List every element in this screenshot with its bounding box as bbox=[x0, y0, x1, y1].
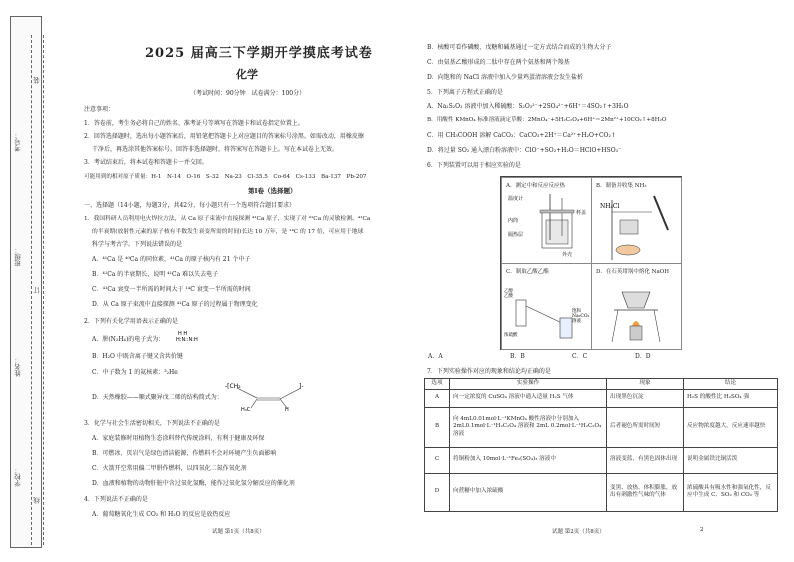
note-3: 3．考试结束后，将本试卷和答题卡一并交回。 bbox=[84, 159, 208, 166]
row-b-option: B bbox=[425, 407, 450, 447]
row-d-option: D bbox=[425, 473, 450, 511]
q6-option-d: D．D bbox=[635, 353, 651, 360]
row-a-option: A bbox=[425, 389, 450, 407]
q2-option-a: A．肼(N₂H₄)的电子式为： bbox=[92, 336, 165, 343]
apparatus-c-caption: C．制取乙酸乙酯 bbox=[506, 269, 549, 275]
strip-char-ding: 订 bbox=[33, 287, 41, 294]
q6-option-a: A．A bbox=[428, 353, 443, 360]
label-nh4cl: NH₄Cl bbox=[600, 203, 620, 210]
row-b-phenomenon: 后者褪色所需时间短 bbox=[607, 407, 684, 447]
atomic-masses: 可能用到的相对原子质量：H-1 N-14 O-16 S-32 Na-23 Cl-35.5 Co-64 Cs-133 Ba-137 Pb-207 bbox=[84, 174, 367, 180]
label-insulation: 隔热层 bbox=[508, 232, 524, 238]
q3-option-d: D．血液和植物的动物肝脏中含过氧化氢酶，能作过氧化氢分解反应的催化剂 bbox=[92, 480, 295, 487]
ester-setup-drawing bbox=[502, 276, 591, 348]
q4-option-b: B．核酸可看作磷酸、戊糖和碱基通过一定方式结合而成的生物大分子 bbox=[427, 44, 612, 51]
q6-option-b: B．B bbox=[510, 353, 525, 360]
ammonia-setup-drawing bbox=[592, 190, 681, 262]
apparatus-d bbox=[591, 263, 682, 350]
label-outer-shell: 外壳 bbox=[562, 252, 573, 258]
row-a-conclusion: H₂S 的酸性比 H₂SO₄ 强 bbox=[684, 389, 778, 407]
svg-text:H: H bbox=[285, 407, 289, 412]
header-phenomenon: 现象 bbox=[607, 379, 684, 390]
label-ethanol: 乙醇 bbox=[504, 289, 513, 294]
row-d-conclusion: 浓硫酸具有吸水性和强氧化性，反应中生成 C、SO₂ 和 CO₂ 等 bbox=[684, 473, 778, 511]
apparatus-b-caption: B．制备并收集 NH₃ bbox=[596, 183, 647, 189]
q1-option-b: B．⁴¹Ca 的半衰期长，说明 ⁴¹Ca 难以失去电子 bbox=[92, 271, 219, 278]
row-d-operation: 向蔗糖中加入浓硫酸 bbox=[450, 473, 607, 511]
row-c-phenomenon: 溶液变蓝，有黑色固体出现 bbox=[607, 447, 684, 473]
row-a-operation: 向一定浓度的 CuSO₄ 溶液中通入适量 H₂S 气体 bbox=[450, 389, 607, 407]
apparatus-b bbox=[591, 177, 682, 264]
header-option: 选项 bbox=[425, 379, 450, 390]
svg-text:H H: H H bbox=[178, 331, 188, 337]
section-intro: 一、选择题（14小题，每题3分，共42分，每小题只有一个选项符合题目要求） bbox=[84, 202, 296, 209]
strip-char-zhuang: 装 bbox=[33, 77, 41, 84]
experiment-table bbox=[424, 378, 778, 512]
apparatus-figure bbox=[500, 176, 682, 350]
q4-stem: 4．下列说法不正确的是 bbox=[84, 496, 148, 503]
crucible-drawing bbox=[592, 276, 681, 348]
calorimeter-drawing bbox=[502, 190, 591, 262]
table-row bbox=[425, 407, 778, 447]
apparatus-a-caption: A．测定中和反应反应热 bbox=[506, 183, 565, 189]
q4-option-c: C．由氨基乙酸形成的二肽中存在两个氨基和两个羧基 bbox=[427, 59, 570, 66]
row-c-option: C bbox=[425, 447, 450, 473]
hydrazine-electron-formula bbox=[176, 328, 206, 346]
table-header-row bbox=[425, 379, 778, 390]
isoprene-structure bbox=[225, 378, 320, 412]
strip-char-xian: 线 bbox=[33, 497, 41, 504]
q4-option-d: D．向饱和的 NaCl 溶液中加入少量鸡蛋清溶液会发生盐析 bbox=[427, 74, 583, 81]
svg-text:H:N::N:H: H:N::N:H bbox=[176, 337, 198, 343]
label-sulfuric-acid: 浓硫酸 bbox=[504, 333, 518, 338]
q3-option-b: B．可燃冰、页岩气是绿色清洁能源，作燃料不会对环境产生负面影响 bbox=[92, 450, 277, 457]
q5-option-a: A．Na₂S₂O₃ 溶液中加入稀硫酸：S₂O₃²⁻+2SO₄²⁻+6H⁺＝4SO₂↑+3H₂O bbox=[427, 103, 629, 110]
footer-right-mark: 2 bbox=[700, 527, 704, 533]
apparatus-c bbox=[501, 263, 592, 350]
label-thermometer: 温度计 bbox=[508, 196, 524, 202]
row-d-phenomenon: 变黑、放热、体积膨胀，放出有刺激性气味的气体 bbox=[607, 473, 684, 511]
row-c-operation: 将铜粉加入 10mol·L⁻¹Fe₂(SO₄)₃ 溶液中 bbox=[450, 447, 607, 473]
table-row bbox=[425, 447, 778, 473]
section-title: 第Ⅰ卷（选择题） bbox=[248, 187, 297, 195]
header-conclusion: 结论 bbox=[684, 379, 778, 390]
label-inner-cup: 内筒 bbox=[508, 218, 519, 224]
table-row bbox=[425, 473, 778, 511]
note-2: 2．回答选择题时，选出每小题答案后，用铅笔把答题卡上对应题目的答案标号涂黑。如需改动，用橡皮擦 bbox=[84, 133, 364, 140]
school-label: 学校： bbox=[14, 467, 22, 487]
subject-title: 化学 bbox=[236, 68, 258, 81]
table-row bbox=[425, 389, 778, 407]
row-b-conclusion: 反应物浓度越大，反应速率越快 bbox=[684, 407, 778, 447]
apparatus-a bbox=[501, 177, 592, 264]
note-2-cont: 干净后，再选涂其他答案标号。回答非选择题时，将答案写在答题卡上。写在本试卷上无效。 bbox=[92, 146, 339, 153]
class-label: 班级： bbox=[14, 247, 22, 267]
q5-stem: 5．下列离子方程式正确的是 bbox=[427, 89, 503, 96]
q6-option-c: C．C bbox=[572, 353, 588, 360]
row-a-phenomenon: 出现黑色沉淀 bbox=[607, 389, 684, 407]
q3-stem: 3．化学与社会生活密切相关，下列说法不正确的是 bbox=[84, 420, 220, 427]
name-label: 姓名： bbox=[14, 357, 22, 377]
exam-title: 2025 届高三下学期开学摸底考试卷 bbox=[145, 46, 373, 61]
q2-option-c: C．中子数为 1 的氦核素：³₂He bbox=[92, 369, 178, 376]
q2-option-d: D．天然橡胶——顺式聚异戊二烯的结构简式为： bbox=[92, 394, 223, 401]
q1-option-c: C．⁴¹Ca 衰变一半所需的时间大于 ¹⁴C 衰变一半所需的时间 bbox=[92, 286, 251, 293]
header-operation: 实验操作 bbox=[450, 379, 607, 390]
q1-line-1: 1．我国科研人员利用电火焊拉方法，从 Ca 原子束流中直接探测 ⁴¹Ca 原子，实现了对 ⁴¹Ca 的灵敏检测。⁴¹Ca bbox=[84, 216, 371, 222]
exam-meta: （考试时间：90分钟 试卷满分：100分） bbox=[190, 90, 306, 97]
apparatus-d-caption: D．在石英坩埚中熔化 NaOH bbox=[596, 269, 670, 275]
row-c-conclusion: 说明金属铁比铜活泼 bbox=[684, 447, 778, 473]
q3-option-a: A．家庭装修时用植物生态涂料替代传统涂料，有利于健康及环保 bbox=[92, 435, 265, 442]
note-1: 1．答卷前，考生务必将自己的姓名、准考证号等填写在答题卡和试卷指定位置上。 bbox=[84, 120, 304, 127]
exam-number-label: 考号： bbox=[14, 132, 22, 152]
svg-text:]-: ]- bbox=[299, 383, 304, 390]
svg-text:H₃C: H₃C bbox=[241, 407, 251, 412]
footer-left: 试题 第1页（共8页） bbox=[212, 529, 265, 535]
q5-option-d: D．将过量 SO₂ 通入漂白粉溶液中：ClO⁻+SO₂+H₂O＝HClO+HSO₃⁻ bbox=[427, 147, 622, 154]
svg-text:-[CH₂: -[CH₂ bbox=[225, 383, 241, 390]
q7-stem: 7．下列实验操作对应的现象和结论均正确的是 bbox=[427, 368, 551, 375]
row-b-operation: 向 4mL0.01mol·L⁻¹KMnO₄ 酸性溶液中分别加入 2mL0.1mol·L⁻¹H₂C₂O₄ 溶液和 2mL 0.2mol·L⁻¹H₂C₂O₄ 溶液 bbox=[450, 407, 607, 447]
q1-line-2: 的半衰期(放射性元素的原子核有半数发生衰变所需的时间)长达 10 万年，是 ¹⁴C 的 17 倍，可应用于地球 bbox=[92, 229, 364, 235]
label-saturated: 饱和 bbox=[572, 309, 581, 314]
footer-right: 试题 第2页（共8页） bbox=[552, 529, 605, 535]
q1-option-a: A．⁴¹Ca 是 ⁴⁰Ca 的同位素，⁴¹Ca 的原子核内有 21 个中子 bbox=[92, 256, 251, 263]
notes-heading: 注意事项： bbox=[84, 106, 115, 113]
q1-line-3: 科学与考古学。下列说法错误的是 bbox=[92, 241, 183, 248]
label-na2co3: Na₂CO₃ bbox=[572, 314, 590, 319]
q5-option-b: B．用酸性 KMnO₄ 标准溶液滴定草酸：2MnO₄⁻+5H₂C₂O₄+6H⁺＝2Mn²⁺+10CO₂↑+8H₂O bbox=[427, 117, 667, 123]
q4-option-a: A．葡萄糖氧化生成 CO₂ 和 H₂O 的反应是放热反应 bbox=[92, 511, 231, 518]
label-lid: 杯盖 bbox=[576, 210, 587, 216]
q2-option-b: B．H₂O 中既含离子键又含共价键 bbox=[92, 353, 183, 360]
q1-option-d: D．从 Ca 原子束流中直接探测 ⁴¹Ca 原子的过程属于物理变化 bbox=[92, 301, 258, 308]
q2-stem: 2．下列有关化学用语表示正确的是 bbox=[84, 318, 178, 325]
q6-stem: 6．下列装置可以用于相应实验的是 bbox=[427, 162, 521, 169]
q3-option-c: C．火箭开空常用偏二甲肼作燃料，以四氧化二氮作氧化剂 bbox=[92, 465, 247, 472]
q5-option-c: C．用 CH₃COOH 溶解 CaCO₃：CaCO₃+2H⁺＝Ca²⁺+H₂O+CO₂↑ bbox=[427, 132, 616, 139]
binding-strip bbox=[10, 16, 42, 548]
label-solution: 溶液 bbox=[572, 319, 581, 324]
label-acetic-acid: 乙酸 bbox=[504, 294, 513, 299]
